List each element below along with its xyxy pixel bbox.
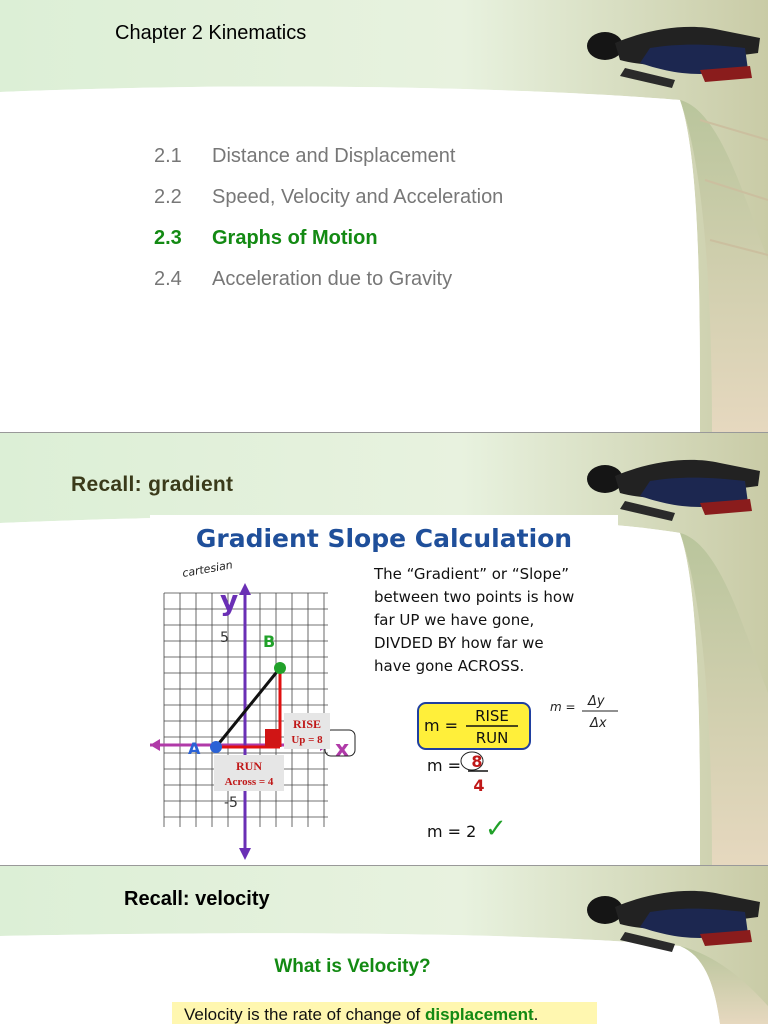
figure-heading: Gradient Slope Calculation [195,524,573,553]
toc-item[interactable] [154,136,503,177]
toc-label: Distance and Displacement [212,145,456,167]
slide-title: Recall: gradient [71,473,234,496]
toc-number: 2.2 [154,186,182,208]
svg-text:have gone ACROSS.: have gone ACROSS. [374,657,525,675]
skydiver-image [580,8,765,98]
svg-text:The “Gradient” or “Slope”: The “Gradient” or “Slope” [374,565,569,583]
toc-label: Graphs of Motion [212,227,378,249]
toc-number: 2.1 [154,145,182,167]
bullet-text: Velocity is the rate of change of displacement. [184,1005,539,1024]
svg-text:RUN: RUN [236,759,262,773]
svg-text:RUN: RUN [475,729,509,747]
toc-item[interactable] [154,259,503,300]
toc-number: 2.3 [154,227,182,249]
svg-text:-5: -5 [224,795,238,811]
svg-text:8: 8 [471,752,483,771]
svg-text:m = 2: m = 2 [427,822,477,841]
svg-text:✓: ✓ [485,813,507,843]
slide-title: Chapter 2 Kinematics [115,22,307,44]
svg-text:RISE: RISE [292,717,322,731]
svg-text:m =: m = [550,700,576,714]
toc-item[interactable] [154,177,503,218]
svg-text:A: A [188,739,201,758]
svg-text:DIVDED BY how far we: DIVDED BY how far we [374,634,544,652]
slide-title: Recall: velocity [124,888,270,910]
svg-text:Across = 4: Across = 4 [224,776,274,788]
svg-text:B: B [263,632,276,651]
highlight-word: displacement [424,1005,534,1024]
svg-text:m =: m = [424,716,459,735]
toc-label: Acceleration due to Gravity [212,268,453,290]
svg-text:5: 5 [220,630,229,646]
x-axis-label: x [335,737,350,762]
slide-chapter-overview [0,0,768,433]
svg-text:RISE: RISE [475,707,509,725]
svg-text:far UP we have gone,: far UP we have gone, [374,611,535,629]
y-axis-label: y [220,584,239,617]
svg-text:m =: m = [427,756,462,775]
slide-recall-velocity [0,866,768,1024]
svg-text:Δx: Δx [590,716,607,731]
handwritten-note: cartesian [181,558,234,580]
gradient-slope-figure [150,515,618,860]
slide-recall-gradient [0,433,768,866]
svg-text:4: 4 [473,776,485,795]
subheading: What is Velocity? [274,956,431,977]
svg-text:between two points is how: between two points is how [374,588,575,606]
skydiver-image [580,872,765,962]
toc-label: Speed, Velocity and Acceleration [212,186,504,208]
toc-item-active[interactable] [154,218,503,259]
svg-text:Up = 8: Up = 8 [291,734,323,746]
table-of-contents [154,136,503,300]
svg-text:Δy: Δy [588,694,605,709]
toc-number: 2.4 [154,268,182,290]
